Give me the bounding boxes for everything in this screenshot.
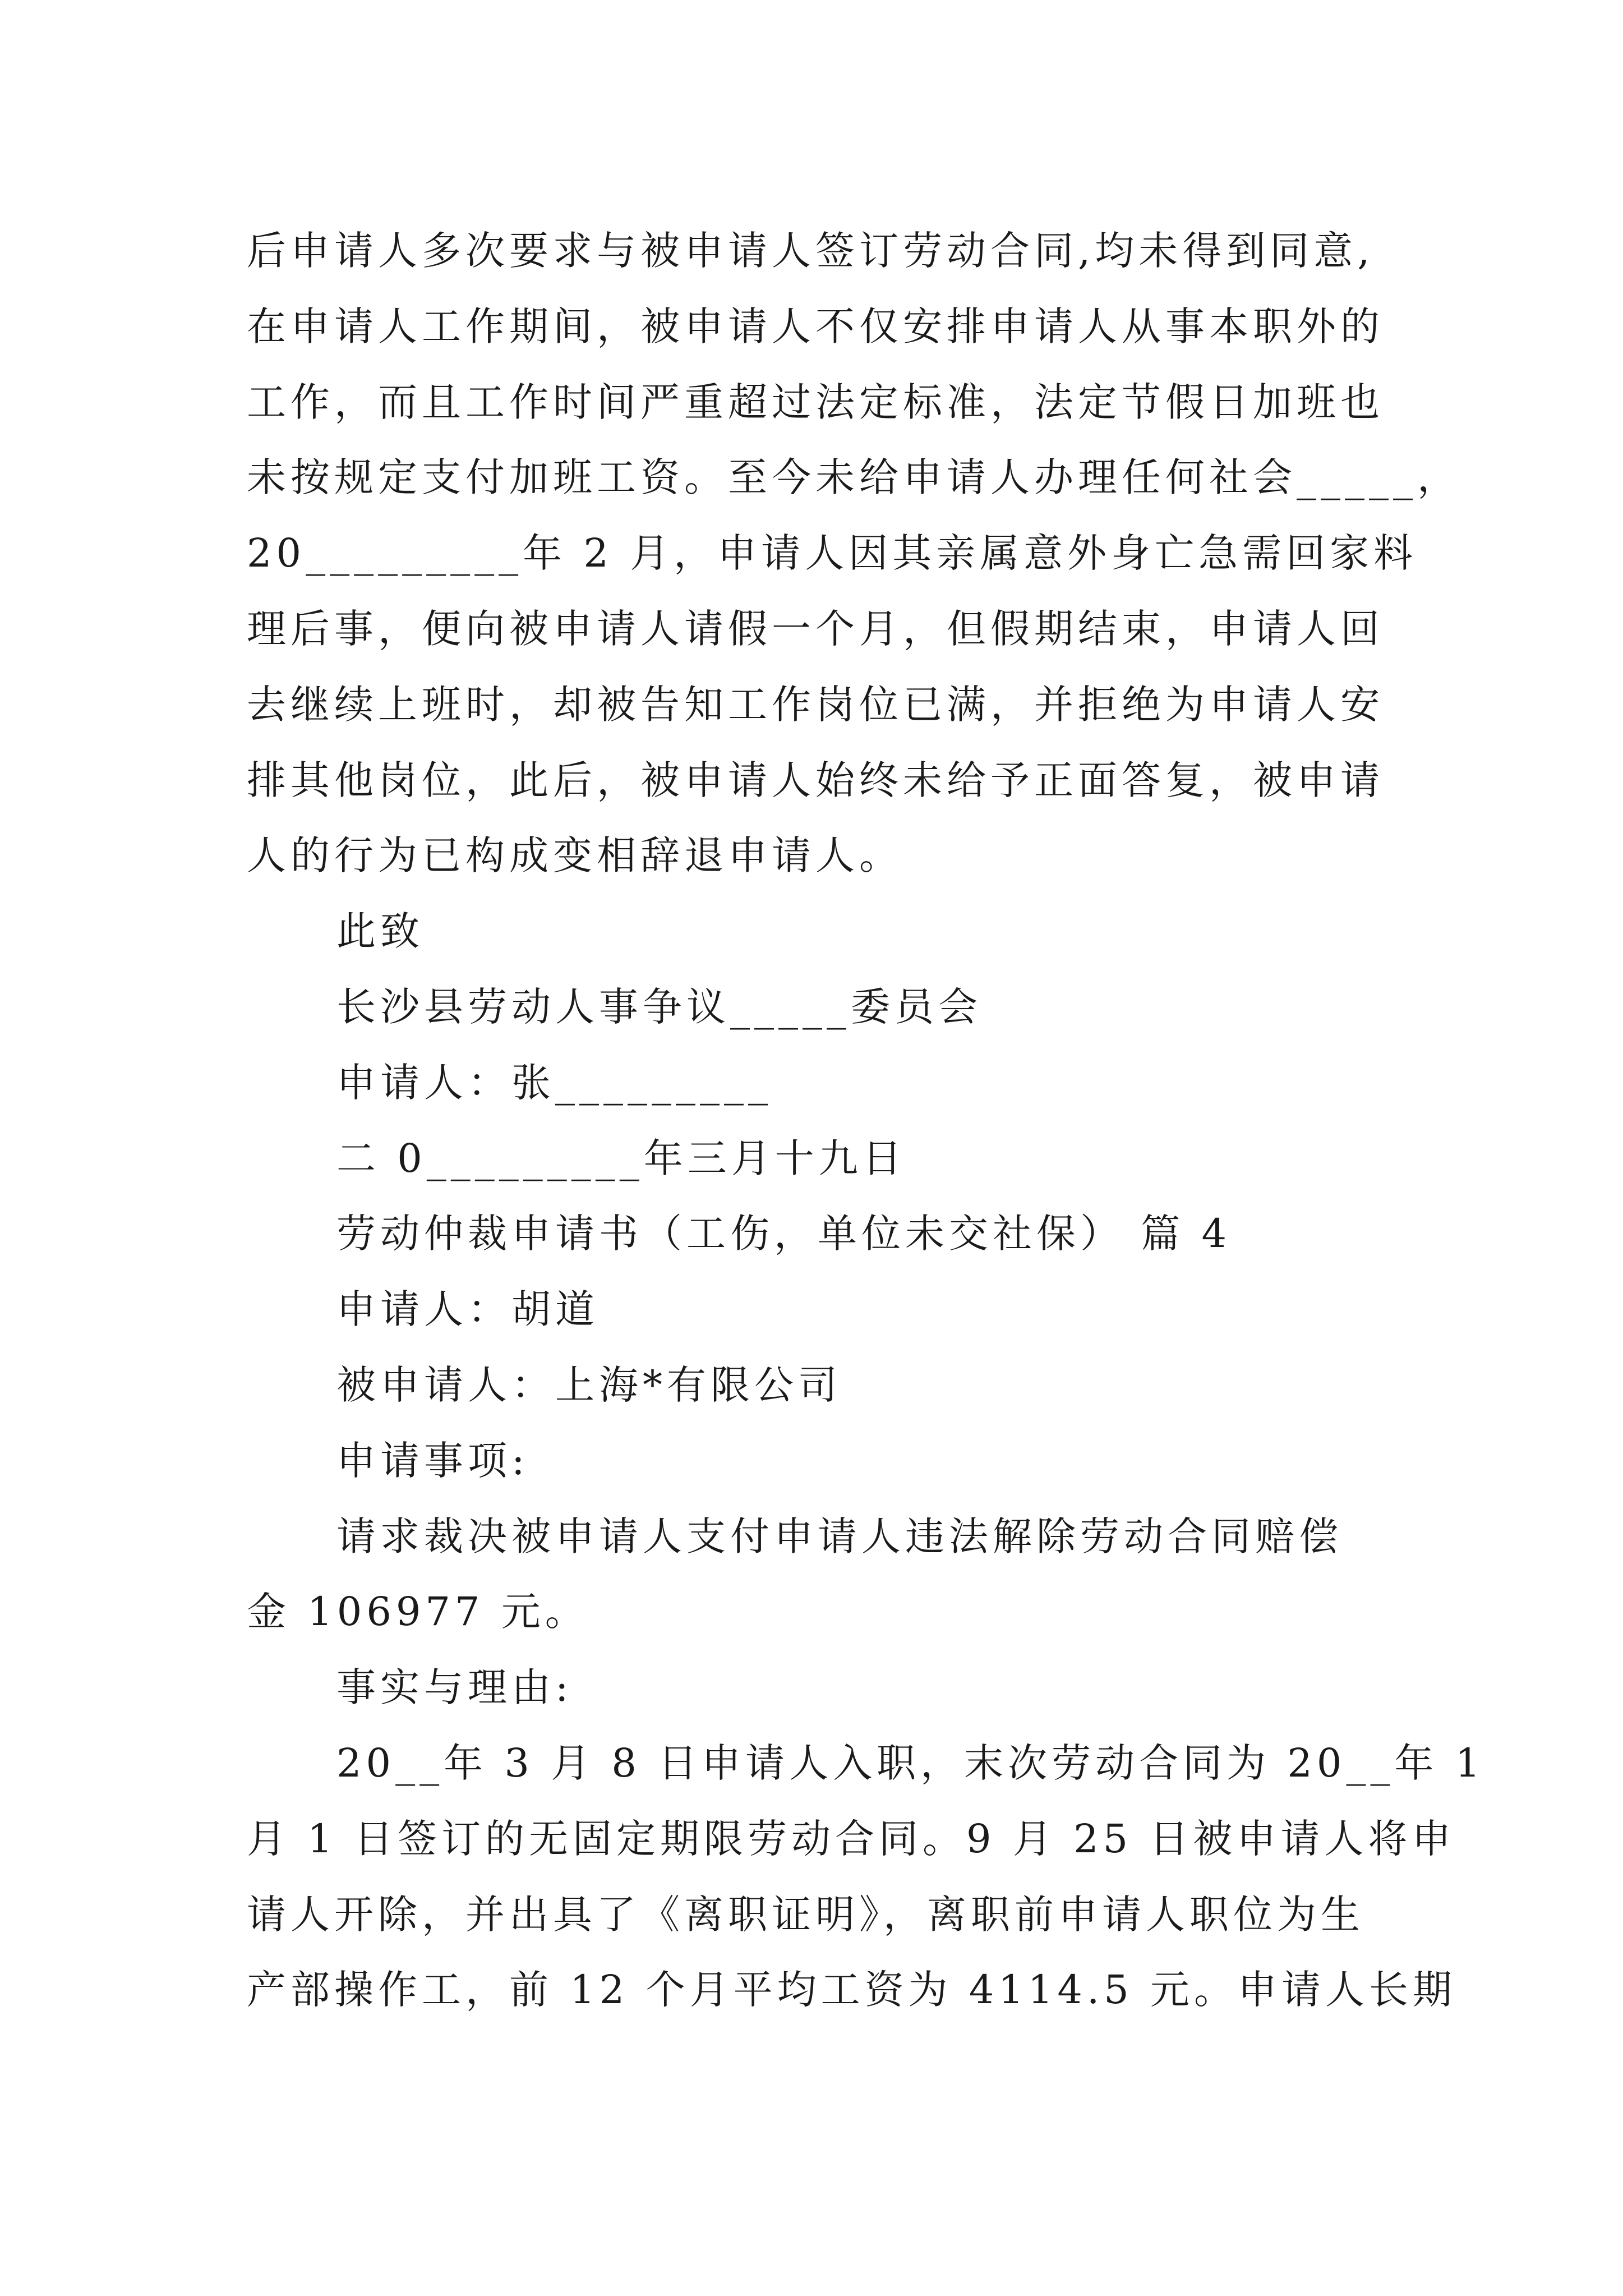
body-line: 后申请人多次要求与被申请人签订劳动合同,均未得到同意, (247, 228, 1375, 274)
respondent-name: 被申请人：上海*有限公司 (336, 1362, 842, 1408)
signature-date: 二 0_________年三月十九日 (336, 1135, 906, 1181)
body-line: 请人开除，并出具了《离职证明》，离职前申请人职位为生 (247, 1892, 1364, 1938)
body-line: 在申请人工作期间，被申请人不仅安排申请人从事本职外的 (247, 303, 1384, 349)
claims-heading: 申请事项: (336, 1438, 529, 1484)
body-line: 月 1 日签订的无固定期限劳动合同。9 月 25 日被申请人将申 (247, 1816, 1456, 1862)
body-line: 请求裁决被申请人支付申请人违法解除劳动合同赔偿 (336, 1513, 1343, 1559)
applicant-signature: 申请人：张_________ (336, 1060, 772, 1106)
body-line: 产部操作工，前 12 个月平均工资为 4114.5 元。申请人长期 (247, 1967, 1457, 2013)
recipient-committee: 长沙县劳动人事争议_____委员会 (336, 984, 982, 1030)
applicant-name: 申请人：胡道 (336, 1286, 599, 1332)
section-title: 劳动仲裁申请书（工伤，单位未交社保） 篇 4 (336, 1211, 1232, 1257)
salutation: 此致 (336, 908, 424, 954)
body-line: 工作，而且工作时间严重超过法定标准，法定节假日加班也 (247, 379, 1384, 425)
body-line: 未按规定支付加班工资。至今未给申请人办理任何社会_____， (247, 454, 1461, 500)
body-line: 金 106977 元。 (247, 1589, 589, 1635)
body-line: 排其他岗位，此后，被申请人始终未给予正面答复，被申请 (247, 757, 1384, 803)
body-line: 去继续上班时，却被告知工作岗位已满，并拒绝为申请人安 (247, 682, 1384, 728)
body-line: 20_________年 2 月，申请人因其亲属意外身亡急需回家料 (247, 530, 1418, 576)
body-line: 20__年 3 月 8 日申请人入职，末次劳动合同为 20__年 1 (336, 1740, 1485, 1786)
facts-heading: 事实与理由: (336, 1664, 573, 1710)
body-line: 理后事，便向被申请人请假一个月，但假期结束，申请人回 (247, 606, 1384, 652)
body-line: 人的行为已构成变相辞退申请人。 (247, 832, 903, 878)
